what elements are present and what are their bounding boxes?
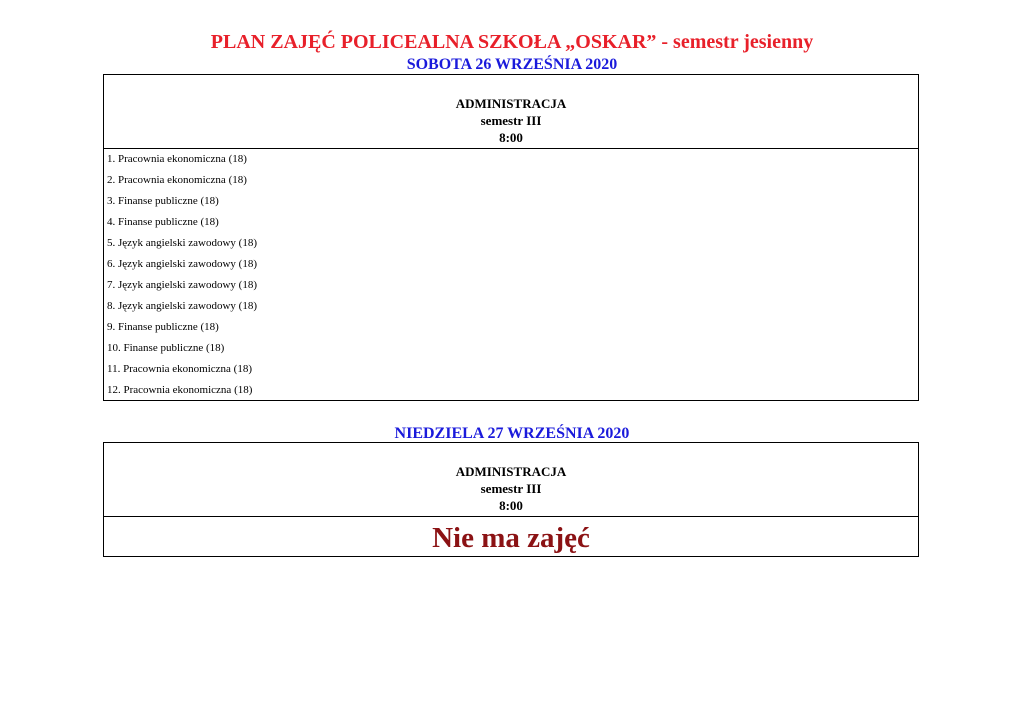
list-item: 8. Język angielski zawodowy (18) bbox=[107, 300, 257, 312]
table-header bbox=[104, 75, 918, 149]
list-item: 9. Finanse publiczne (18) bbox=[107, 321, 219, 333]
list-item: 7. Język angielski zawodowy (18) bbox=[107, 279, 257, 291]
schedule-table-saturday bbox=[103, 74, 919, 401]
semester-label: semestr III bbox=[480, 481, 542, 496]
list-item: 11. Pracownia ekonomiczna (18) bbox=[107, 363, 252, 375]
day-heading-saturday: SOBOTA 26 WRZEŚNIA 2020 bbox=[406, 56, 618, 73]
list-item: 6. Język angielski zawodowy (18) bbox=[107, 258, 257, 270]
list-item: 10. Finanse publiczne (18) bbox=[107, 342, 225, 354]
class-list bbox=[104, 149, 918, 401]
list-item: 2. Pracownia ekonomiczna (18) bbox=[107, 174, 247, 186]
list-item: 4. Finanse publiczne (18) bbox=[107, 216, 219, 228]
list-item: 1. Pracownia ekonomiczna (18) bbox=[107, 153, 247, 165]
list-item: 3. Finanse publiczne (18) bbox=[107, 195, 219, 207]
list-item: 5. Język angielski zawodowy (18) bbox=[107, 237, 257, 249]
day-heading-sunday: NIEDZIELA 27 WRZEŚNIA 2020 bbox=[394, 425, 630, 442]
group-name: ADMINISTRACJA bbox=[455, 96, 567, 111]
table-header bbox=[104, 443, 918, 517]
start-time: 8:00 bbox=[499, 498, 523, 513]
list-item: 12. Pracownia ekonomiczna (18) bbox=[107, 384, 253, 396]
page-title: PLAN ZAJĘĆ POLICEALNA SZKOŁA „OSKAR” - semestr jesienny bbox=[210, 31, 814, 53]
schedule-table-sunday bbox=[103, 442, 919, 557]
semester-label: semestr III bbox=[480, 113, 542, 128]
start-time: 8:00 bbox=[499, 130, 523, 145]
group-name: ADMINISTRACJA bbox=[455, 464, 567, 479]
no-classes-notice: Nie ma zajęć bbox=[432, 522, 590, 554]
